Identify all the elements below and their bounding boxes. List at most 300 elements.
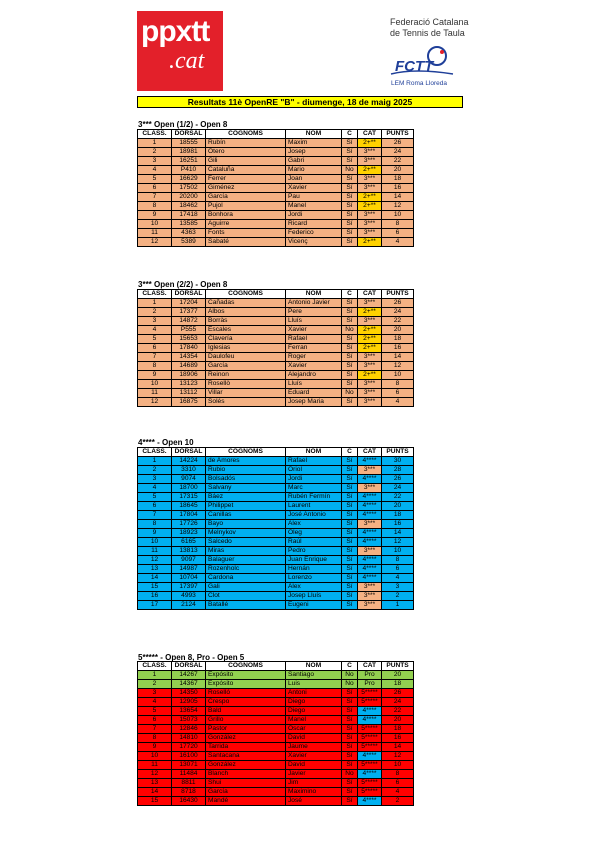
column-header: DORSAL xyxy=(172,290,206,299)
name-cell: Laurent xyxy=(286,502,342,511)
c-cell: Sí xyxy=(342,220,358,229)
name-cell: Rafael xyxy=(286,457,342,466)
column-header: C xyxy=(342,662,358,671)
surname-cell: Cataluña xyxy=(206,166,286,175)
surname-cell: Clavería xyxy=(206,335,286,344)
points-cell: 14 xyxy=(382,353,414,362)
dorsal-cell: 18645 xyxy=(172,502,206,511)
c-cell: Sí xyxy=(342,547,358,556)
dorsal-cell: 18923 xyxy=(172,529,206,538)
name-cell: Juan Enrique xyxy=(286,556,342,565)
dorsal-cell: 13813 xyxy=(172,547,206,556)
name-cell: Oleg xyxy=(286,529,342,538)
table-row xyxy=(138,202,414,211)
points-cell: 4 xyxy=(382,398,414,407)
class-cell: 11 xyxy=(138,761,172,770)
surname-cell: Expósito xyxy=(206,671,286,680)
c-cell: Sí xyxy=(342,157,358,166)
points-cell: 22 xyxy=(382,493,414,502)
surname-cell: Escales xyxy=(206,326,286,335)
dorsal-cell: 16430 xyxy=(172,797,206,806)
points-cell: 14 xyxy=(382,193,414,202)
name-cell: Xavier xyxy=(286,752,342,761)
c-cell: Sí xyxy=(342,299,358,308)
points-cell: 18 xyxy=(382,511,414,520)
category-cell: 5***** xyxy=(358,698,382,707)
class-cell: 1 xyxy=(138,457,172,466)
c-cell: Sí xyxy=(342,725,358,734)
class-cell: 6 xyxy=(138,184,172,193)
category-cell: 3*** xyxy=(358,547,382,556)
category-cell: 2+** xyxy=(358,193,382,202)
c-cell: Sí xyxy=(342,502,358,511)
surname-cell: Rosellò xyxy=(206,380,286,389)
name-cell: Lorenzo xyxy=(286,574,342,583)
c-cell: Sí xyxy=(342,511,358,520)
class-cell: 9 xyxy=(138,371,172,380)
c-cell: Sí xyxy=(342,475,358,484)
c-cell: Sí xyxy=(342,538,358,547)
surname-cell: Melnykov xyxy=(206,529,286,538)
c-cell: No xyxy=(342,166,358,175)
points-cell: 6 xyxy=(382,779,414,788)
category-cell: 5***** xyxy=(358,779,382,788)
dorsal-cell: 13123 xyxy=(172,380,206,389)
dorsal-cell: 14367 xyxy=(172,680,206,689)
table-row xyxy=(138,529,414,538)
c-cell: Sí xyxy=(342,761,358,770)
points-cell: 28 xyxy=(382,466,414,475)
logo-text-ppxtt: ppxtt xyxy=(141,15,210,48)
surname-cell: Pujol xyxy=(206,202,286,211)
surname-cell: Pastor xyxy=(206,725,286,734)
category-cell: 3*** xyxy=(358,389,382,398)
column-header: CAT xyxy=(358,290,382,299)
surname-cell: Philippet xyxy=(206,502,286,511)
table-row xyxy=(138,184,414,193)
section-title: 3*** Open (2/2) - Open 8 xyxy=(138,280,228,289)
c-cell: Sí xyxy=(342,175,358,184)
dorsal-cell: 20200 xyxy=(172,193,206,202)
table-row xyxy=(138,716,414,725)
table-row xyxy=(138,335,414,344)
surname-cell: Bonhora xyxy=(206,211,286,220)
category-cell: 4**** xyxy=(358,493,382,502)
section-title: 4**** - Open 10 xyxy=(138,438,194,447)
table-row xyxy=(138,211,414,220)
dorsal-cell: P410 xyxy=(172,166,206,175)
table-row xyxy=(138,761,414,770)
c-cell: Sí xyxy=(342,707,358,716)
class-cell: 14 xyxy=(138,788,172,797)
dorsal-cell: 13071 xyxy=(172,761,206,770)
category-cell: 4**** xyxy=(358,502,382,511)
class-cell: 9 xyxy=(138,211,172,220)
category-cell: 2+** xyxy=(358,166,382,175)
category-cell: 5***** xyxy=(358,734,382,743)
surname-cell: Blanch xyxy=(206,770,286,779)
surname-cell: Rubio xyxy=(206,466,286,475)
dorsal-cell: 17726 xyxy=(172,520,206,529)
column-header: NOM xyxy=(286,662,342,671)
class-cell: 12 xyxy=(138,556,172,565)
category-cell: 2+** xyxy=(358,238,382,247)
points-cell: 10 xyxy=(382,371,414,380)
class-cell: 17 xyxy=(138,601,172,610)
c-cell: Sí xyxy=(342,202,358,211)
points-cell: 26 xyxy=(382,475,414,484)
surname-cell: Bayo xyxy=(206,520,286,529)
table-row xyxy=(138,220,414,229)
surname-cell: Gili xyxy=(206,157,286,166)
c-cell: Sí xyxy=(342,734,358,743)
c-cell: Sí xyxy=(342,148,358,157)
category-cell: 2+** xyxy=(358,344,382,353)
c-cell: Sí xyxy=(342,788,358,797)
class-cell: 7 xyxy=(138,193,172,202)
category-cell: 4**** xyxy=(358,529,382,538)
points-cell: 8 xyxy=(382,220,414,229)
category-cell: 4**** xyxy=(358,538,382,547)
category-cell: 2+** xyxy=(358,202,382,211)
class-cell: 3 xyxy=(138,689,172,698)
table-row xyxy=(138,193,414,202)
name-cell: Antonio Javier xyxy=(286,299,342,308)
dorsal-cell: 18981 xyxy=(172,148,206,157)
class-cell: 4 xyxy=(138,484,172,493)
c-cell: Sí xyxy=(342,335,358,344)
surname-cell: Roselló xyxy=(206,689,286,698)
category-cell: 3*** xyxy=(358,601,382,610)
c-cell: Sí xyxy=(342,308,358,317)
class-cell: 2 xyxy=(138,466,172,475)
name-cell: Alejandro xyxy=(286,371,342,380)
points-cell: 22 xyxy=(382,157,414,166)
name-cell: David xyxy=(286,761,342,770)
dorsal-cell: 17204 xyxy=(172,299,206,308)
dorsal-cell: 17397 xyxy=(172,583,206,592)
section-title: 3*** Open (1/2) - Open 8 xyxy=(138,120,228,129)
category-cell: 3*** xyxy=(358,520,382,529)
points-cell: 4 xyxy=(382,238,414,247)
column-header: CAT xyxy=(358,662,382,671)
column-header: PUNTS xyxy=(382,448,414,457)
category-cell: 5***** xyxy=(358,725,382,734)
category-cell: 3*** xyxy=(358,583,382,592)
table-row xyxy=(138,238,414,247)
class-cell: 12 xyxy=(138,238,172,247)
c-cell: Sí xyxy=(342,238,358,247)
points-cell: 18 xyxy=(382,175,414,184)
class-cell: 2 xyxy=(138,148,172,157)
class-cell: 10 xyxy=(138,220,172,229)
name-cell: Josep xyxy=(286,148,342,157)
c-cell: No xyxy=(342,770,358,779)
category-cell: 2+** xyxy=(358,326,382,335)
surname-cell: Cardona xyxy=(206,574,286,583)
section-title: 5***** - Open 8, Pro - Open 5 xyxy=(138,653,245,662)
points-cell: 18 xyxy=(382,680,414,689)
dorsal-cell: 14987 xyxy=(172,565,206,574)
class-cell: 14 xyxy=(138,574,172,583)
dorsal-cell: 14354 xyxy=(172,353,206,362)
class-cell: 12 xyxy=(138,398,172,407)
table-row xyxy=(138,601,414,610)
c-cell: Sí xyxy=(342,592,358,601)
fctt-logo-text: FCTT xyxy=(395,58,434,75)
surname-cell: Báez xyxy=(206,493,286,502)
results-banner: Resultats 11è OpenRE "B" - diumenge, 18 de maig 2025 xyxy=(137,96,463,108)
surname-cell: Expósito xyxy=(206,680,286,689)
points-cell: 24 xyxy=(382,698,414,707)
points-cell: 6 xyxy=(382,565,414,574)
points-cell: 26 xyxy=(382,299,414,308)
column-header: CLASS. xyxy=(138,290,172,299)
category-cell: 3*** xyxy=(358,148,382,157)
name-cell: Pau xyxy=(286,193,342,202)
c-cell: Sí xyxy=(342,484,358,493)
column-header: C xyxy=(342,130,358,139)
table-row xyxy=(138,574,414,583)
c-cell: Sí xyxy=(342,493,358,502)
c-cell: Sí xyxy=(342,344,358,353)
table-row xyxy=(138,457,414,466)
points-cell: 4 xyxy=(382,788,414,797)
c-cell: Sí xyxy=(342,698,358,707)
category-cell: 4**** xyxy=(358,457,382,466)
class-cell: 1 xyxy=(138,139,172,148)
category-cell: 4**** xyxy=(358,797,382,806)
surname-cell: Iglesias xyxy=(206,344,286,353)
c-cell: Sí xyxy=(342,556,358,565)
surname-cell: Salvany xyxy=(206,484,286,493)
dorsal-cell: 8718 xyxy=(172,788,206,797)
results-table xyxy=(137,129,414,247)
name-cell: Joan xyxy=(286,175,342,184)
table-row xyxy=(138,788,414,797)
points-cell: 20 xyxy=(382,502,414,511)
c-cell: Sí xyxy=(342,466,358,475)
dorsal-cell: 14872 xyxy=(172,317,206,326)
points-cell: 14 xyxy=(382,743,414,752)
class-cell: 5 xyxy=(138,707,172,716)
name-cell: Manel xyxy=(286,716,342,725)
name-cell: Maxim xyxy=(286,139,342,148)
column-header: C xyxy=(342,290,358,299)
table-row xyxy=(138,493,414,502)
category-cell: 4**** xyxy=(358,770,382,779)
surname-cell: Otero xyxy=(206,148,286,157)
class-cell: 11 xyxy=(138,547,172,556)
surname-cell: Crespo xyxy=(206,698,286,707)
federation-name-line2: de Tennis de Taula xyxy=(390,28,465,38)
table-row xyxy=(138,317,414,326)
surname-cell: Clot xyxy=(206,592,286,601)
c-cell: Sí xyxy=(342,229,358,238)
points-cell: 30 xyxy=(382,457,414,466)
category-cell: 5***** xyxy=(358,788,382,797)
class-cell: 3 xyxy=(138,317,172,326)
points-cell: 12 xyxy=(382,202,414,211)
column-header: CLASS. xyxy=(138,130,172,139)
category-cell: 2+** xyxy=(358,335,382,344)
table-row xyxy=(138,308,414,317)
surname-cell: Salcedo xyxy=(206,538,286,547)
dorsal-cell: 16251 xyxy=(172,157,206,166)
column-header: COGNOMS xyxy=(206,448,286,457)
name-cell: José Antonio xyxy=(286,511,342,520)
table-row xyxy=(138,752,414,761)
dorsal-cell: 17720 xyxy=(172,743,206,752)
dorsal-cell: 16875 xyxy=(172,398,206,407)
points-cell: 22 xyxy=(382,317,414,326)
column-header: CAT xyxy=(358,448,382,457)
c-cell: No xyxy=(342,671,358,680)
column-header: PUNTS xyxy=(382,130,414,139)
c-cell: Sí xyxy=(342,574,358,583)
dorsal-cell: 17315 xyxy=(172,493,206,502)
c-cell: Sí xyxy=(342,398,358,407)
name-cell: Luis xyxy=(286,680,342,689)
name-cell: Oscar xyxy=(286,725,342,734)
name-cell: David xyxy=(286,734,342,743)
category-cell: 3*** xyxy=(358,299,382,308)
table-row xyxy=(138,326,414,335)
surname-cell: García xyxy=(206,788,286,797)
column-header: C xyxy=(342,448,358,457)
surname-cell: Rozenholc xyxy=(206,565,286,574)
name-cell: Rubén Fermín xyxy=(286,493,342,502)
category-cell: 3*** xyxy=(358,398,382,407)
class-cell: 16 xyxy=(138,592,172,601)
c-cell: Sí xyxy=(342,193,358,202)
dorsal-cell: 17418 xyxy=(172,211,206,220)
points-cell: 20 xyxy=(382,166,414,175)
class-cell: 5 xyxy=(138,335,172,344)
table-row xyxy=(138,166,414,175)
points-cell: 22 xyxy=(382,707,414,716)
points-cell: 16 xyxy=(382,520,414,529)
table-row xyxy=(138,466,414,475)
category-cell: 3*** xyxy=(358,184,382,193)
class-cell: 15 xyxy=(138,797,172,806)
points-cell: 3 xyxy=(382,583,414,592)
table-row xyxy=(138,734,414,743)
name-cell: Eugeni xyxy=(286,601,342,610)
class-cell: 7 xyxy=(138,353,172,362)
surname-cell: Gali xyxy=(206,583,286,592)
table-row xyxy=(138,698,414,707)
category-cell: 2+** xyxy=(358,308,382,317)
name-cell: José xyxy=(286,797,342,806)
category-cell: 4**** xyxy=(358,565,382,574)
c-cell: Sí xyxy=(342,529,358,538)
class-cell: 3 xyxy=(138,475,172,484)
points-cell: 1 xyxy=(382,601,414,610)
name-cell: Lluís xyxy=(286,380,342,389)
points-cell: 20 xyxy=(382,671,414,680)
c-cell: Sí xyxy=(342,520,358,529)
table-row xyxy=(138,353,414,362)
surname-cell: Cañadas xyxy=(206,299,286,308)
name-cell: Manel xyxy=(286,202,342,211)
category-cell: 3*** xyxy=(358,380,382,389)
name-cell: Santiago xyxy=(286,671,342,680)
category-cell: 3*** xyxy=(358,175,382,184)
points-cell: 2 xyxy=(382,592,414,601)
column-header: COGNOMS xyxy=(206,290,286,299)
category-cell: 3*** xyxy=(358,466,382,475)
points-cell: 18 xyxy=(382,335,414,344)
points-cell: 6 xyxy=(382,229,414,238)
category-cell: 4**** xyxy=(358,716,382,725)
c-cell: Sí xyxy=(342,743,358,752)
surname-cell: Tarrida xyxy=(206,743,286,752)
category-cell: 5***** xyxy=(358,689,382,698)
class-cell: 5 xyxy=(138,175,172,184)
c-cell: Sí xyxy=(342,457,358,466)
surname-cell: González xyxy=(206,761,286,770)
c-cell: Sí xyxy=(342,362,358,371)
points-cell: 4 xyxy=(382,574,414,583)
dorsal-cell: 17377 xyxy=(172,308,206,317)
surname-cell: Villar xyxy=(206,389,286,398)
table-row xyxy=(138,389,414,398)
category-cell: 3*** xyxy=(358,484,382,493)
name-cell: Gabri xyxy=(286,157,342,166)
points-cell: 8 xyxy=(382,556,414,565)
c-cell: Sí xyxy=(342,317,358,326)
dorsal-cell: 12846 xyxy=(172,725,206,734)
column-header: NOM xyxy=(286,130,342,139)
points-cell: 18 xyxy=(382,725,414,734)
name-cell: Hernán xyxy=(286,565,342,574)
column-header: COGNOMS xyxy=(206,662,286,671)
table-row xyxy=(138,671,414,680)
class-cell: 5 xyxy=(138,493,172,502)
class-cell: 7 xyxy=(138,511,172,520)
fctt-logo xyxy=(385,38,460,90)
dorsal-cell: 9097 xyxy=(172,556,206,565)
points-cell: 2 xyxy=(382,797,414,806)
name-cell: Federico xyxy=(286,229,342,238)
table-row xyxy=(138,398,414,407)
points-cell: 10 xyxy=(382,211,414,220)
points-cell: 26 xyxy=(382,689,414,698)
table-row xyxy=(138,362,414,371)
federation-name xyxy=(390,17,469,39)
name-cell: Pedro xyxy=(286,547,342,556)
class-cell: 11 xyxy=(138,229,172,238)
category-cell: 3*** xyxy=(358,229,382,238)
class-cell: 2 xyxy=(138,308,172,317)
c-cell: Sí xyxy=(342,689,358,698)
table-row xyxy=(138,157,414,166)
category-cell: 5***** xyxy=(358,743,382,752)
points-cell: 14 xyxy=(382,529,414,538)
c-cell: Sí xyxy=(342,716,358,725)
column-header: PUNTS xyxy=(382,662,414,671)
dorsal-cell: 13654 xyxy=(172,707,206,716)
dorsal-cell: 18462 xyxy=(172,202,206,211)
column-header: COGNOMS xyxy=(206,130,286,139)
dorsal-cell: 14810 xyxy=(172,734,206,743)
table-row xyxy=(138,583,414,592)
class-cell: 1 xyxy=(138,299,172,308)
surname-cell: de Amores xyxy=(206,457,286,466)
dorsal-cell: 14267 xyxy=(172,671,206,680)
dorsal-cell: 4993 xyxy=(172,592,206,601)
